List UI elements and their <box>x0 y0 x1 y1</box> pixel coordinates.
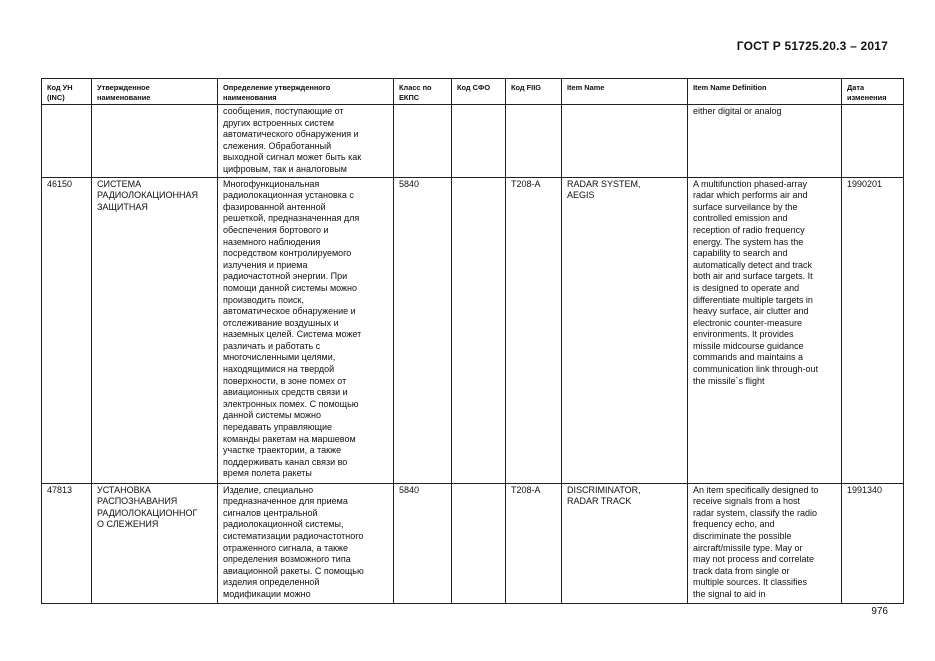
cell-text-line: производить поиск, <box>223 294 304 305</box>
header-line: (INC) <box>47 92 65 102</box>
cell-text-line: multiple sources. It classifies <box>693 577 808 588</box>
cell-text-line: 46150 <box>47 178 73 189</box>
cell-text-line: reception of radio frequency <box>693 224 805 235</box>
table-header-row <box>42 79 904 105</box>
cell-text-line: ЗАЩИТНАЯ <box>97 201 148 212</box>
header-line: Код УН <box>47 83 73 92</box>
col-sfo-cell <box>452 105 506 178</box>
cell-text-line: both air and surface targets. It <box>693 271 813 282</box>
cell-text-line: отраженного сигнала, а также <box>223 542 349 553</box>
cell-text-line: 1990201 <box>847 178 883 189</box>
cell-text-line: время полета ракеты <box>223 468 312 479</box>
cell-text-line: излучения и приема <box>223 259 308 270</box>
col-definition-header <box>218 79 394 105</box>
cell-text-line: RADAR TRACK <box>567 496 632 507</box>
cell-text-line: An item specifically designed to <box>693 484 819 495</box>
cell-text-line: communication link through-out <box>693 364 819 375</box>
col-class-header <box>394 79 452 105</box>
cell-text-line: 1991340 <box>847 484 883 495</box>
cell-text-line: поддерживать канал связи во <box>223 456 348 467</box>
cell-text-line: electronic counter-measure <box>693 317 803 328</box>
col-sfo-cell <box>452 483 506 603</box>
col-inc-header <box>42 79 92 105</box>
cell-text-line: frequency echo, and <box>693 519 775 530</box>
col-definition-cell <box>218 483 394 603</box>
cell-text-line: наземного наблюдения <box>223 236 321 247</box>
cell-text-line: Многофункциональная <box>223 178 320 189</box>
cell-text-line: DISCRIMINATOR, <box>567 484 641 495</box>
cell-text-line: систематизации радиочастотного <box>223 530 364 541</box>
col-inc-cell <box>42 177 92 483</box>
cell-text-line: 5840 <box>399 484 420 495</box>
cell-text-line: track data from single or <box>693 565 790 576</box>
header-line: Определение утвержденного <box>223 83 331 92</box>
col-approved-name-cell <box>92 177 218 483</box>
cell-text-line: T208-A <box>511 178 541 189</box>
cell-text-line: surface surveilance by the <box>693 201 798 212</box>
cell-text-line: receive signals from a host <box>693 496 801 507</box>
col-fiig-cell <box>506 177 562 483</box>
cell-text-line: автоматическое обнаружение и <box>223 306 356 317</box>
table-row <box>42 177 904 483</box>
col-date-cell <box>842 483 904 603</box>
header-line: Класс по <box>399 83 432 92</box>
col-item-name-cell <box>562 105 688 178</box>
cell-text-line: missile midcourse guidance <box>693 340 804 351</box>
cell-text-line: РАСПОЗНАВАНИЯ <box>97 496 178 507</box>
header-line: Дата <box>847 83 865 92</box>
cell-text-line: помощи данной системы можно <box>223 282 358 293</box>
col-approved-name-cell <box>92 483 218 603</box>
cell-text-line: may not process and correlate <box>693 554 815 565</box>
cell-text-line: изделия определенной <box>223 577 320 588</box>
col-approved-name-header <box>92 79 218 105</box>
cell-text-line: передавать управляющие <box>223 422 333 433</box>
cell-text-line: наземных целей. Система может <box>223 329 362 340</box>
cell-text-line: предназначенное для приема <box>223 496 348 507</box>
col-sfo-cell <box>452 177 506 483</box>
cell-text-line: многочисленными целями, <box>223 352 336 363</box>
cell-text-line: команды ракетам на маршевом <box>223 433 356 444</box>
cell-text-line: радиолокационной системы, <box>223 519 344 530</box>
cell-text-line: A multifunction phased-array <box>693 178 808 189</box>
cell-text-line: РАДИОЛОКАЦИОННАЯ <box>97 190 198 201</box>
cell-text-line: AEGIS <box>567 190 595 201</box>
cell-text-line: РАДИОЛОКАЦИОННОГ <box>97 507 198 518</box>
col-date-cell <box>842 177 904 483</box>
cell-text-line: heavy surface, air clutter and <box>693 306 809 317</box>
col-date-header <box>842 79 904 105</box>
col-inc-cell <box>42 483 92 603</box>
header-line: Утвержденное <box>97 83 150 92</box>
cell-text-line: модификации можно <box>223 588 311 599</box>
col-class-cell <box>394 483 452 603</box>
cell-text-line: отслеживание воздушных и <box>223 317 339 328</box>
header-line: Item Name <box>567 83 605 92</box>
cell-text-line: определения возможного типа <box>223 554 351 565</box>
header-line: наименование <box>97 92 151 102</box>
cell-text-line: the missile`s flight <box>693 375 765 386</box>
cell-text-line: differentiate multiple targets in <box>693 294 813 305</box>
cell-text-line: сообщения, поступающие от <box>223 106 344 116</box>
cell-text-line: обеспечения бортового и <box>223 224 329 235</box>
cell-text-line: commands and maintains a <box>693 352 804 363</box>
cell-text-line: автоматического обнаружения и <box>223 129 359 140</box>
header-line: Код СФО <box>457 83 491 92</box>
header-line: изменения <box>847 92 887 102</box>
cell-text-line: the signal to aid in <box>693 588 766 599</box>
col-item-def-cell <box>688 105 842 178</box>
col-item-def-cell <box>688 177 842 483</box>
col-item-name-cell <box>562 177 688 483</box>
page-number: 976 <box>871 606 888 617</box>
col-definition-cell <box>218 105 394 178</box>
col-item-def-header <box>688 79 842 105</box>
table-row <box>42 105 904 178</box>
cell-text-line: automatically detect and track <box>693 259 813 270</box>
cell-text-line: посредством контролируемого <box>223 248 352 259</box>
cell-text-line: данной системы можно <box>223 410 322 421</box>
col-sfo-header <box>452 79 506 105</box>
cell-text-line: environments. It provides <box>693 329 794 340</box>
cell-text-line: различать и работать с <box>223 340 321 351</box>
cell-text-line: discriminate the possible <box>693 530 792 541</box>
col-fiig-cell <box>506 483 562 603</box>
cell-text-line: either digital or analog <box>693 106 782 116</box>
cell-text-line: radar which performs air and <box>693 190 808 201</box>
col-definition-cell <box>218 177 394 483</box>
header-line: ЕКПС <box>399 92 420 102</box>
cell-text-line: RADAR SYSTEM, <box>567 178 641 189</box>
cell-text-line: О СЛЕЖЕНИЯ <box>97 519 159 530</box>
col-item-name-header <box>562 79 688 105</box>
cell-text-line: is designed to operate and <box>693 282 800 293</box>
col-approved-name-cell <box>92 105 218 178</box>
cell-text-line: 47813 <box>47 484 73 495</box>
cell-text-line: УСТАНОВКА <box>97 484 151 495</box>
cell-text-line: СИСТЕМА <box>97 178 142 189</box>
cell-text-line: других встроенных систем <box>223 117 334 128</box>
col-fiig-cell <box>506 105 562 178</box>
cell-text-line: электронных помех. С помощью <box>223 398 359 409</box>
col-class-cell <box>394 105 452 178</box>
cell-text-line: участке траектории, а также <box>223 445 342 456</box>
header-line: Item Name Definition <box>693 83 767 92</box>
cell-text-line: фазированной антенной <box>223 201 326 212</box>
col-item-name-cell <box>562 483 688 603</box>
cell-text-line: 5840 <box>399 178 420 189</box>
nomenclature-table <box>41 78 904 604</box>
header-line: наименования <box>223 92 277 102</box>
cell-text-line: Изделие, специально <box>223 484 314 495</box>
cell-text-line: поверхности, в зоне помех от <box>223 375 347 386</box>
col-item-def-cell <box>688 483 842 603</box>
cell-text-line: авиационных средств связи и <box>223 387 348 398</box>
cell-text-line: controlled emission and <box>693 213 788 224</box>
cell-text-line: energy. The system has the <box>693 236 804 247</box>
cell-text-line: решеткой, предназначенная для <box>223 213 360 224</box>
cell-text-line: T208-A <box>511 484 541 495</box>
cell-text-line: цифровым, так и аналоговым <box>223 163 347 174</box>
document-code: ГОСТ Р 51725.20.3 – 2017 <box>736 39 888 53</box>
header-line: Код FIIG <box>511 83 542 92</box>
cell-text-line: aircraft/missile type. May or <box>693 542 803 553</box>
cell-text-line: radar system, classify the radio <box>693 507 818 518</box>
cell-text-line: авиационной ракеты. С помощью <box>223 565 364 576</box>
col-class-cell <box>394 177 452 483</box>
cell-text-line: находящимися на твердой <box>223 364 335 375</box>
cell-text-line: радиочастотной энергии. При <box>223 271 348 282</box>
cell-text-line: capability to search and <box>693 248 788 259</box>
col-inc-cell <box>42 105 92 178</box>
cell-text-line: радиолокационная установка с <box>223 190 354 201</box>
cell-text-line: слежения. Обработанный <box>223 140 332 151</box>
col-fiig-header <box>506 79 562 105</box>
col-date-cell <box>842 105 904 178</box>
cell-text-line: сигналов центральной <box>223 507 318 518</box>
cell-text-line: выходной сигнал может быть как <box>223 152 362 163</box>
table-row <box>42 483 904 603</box>
